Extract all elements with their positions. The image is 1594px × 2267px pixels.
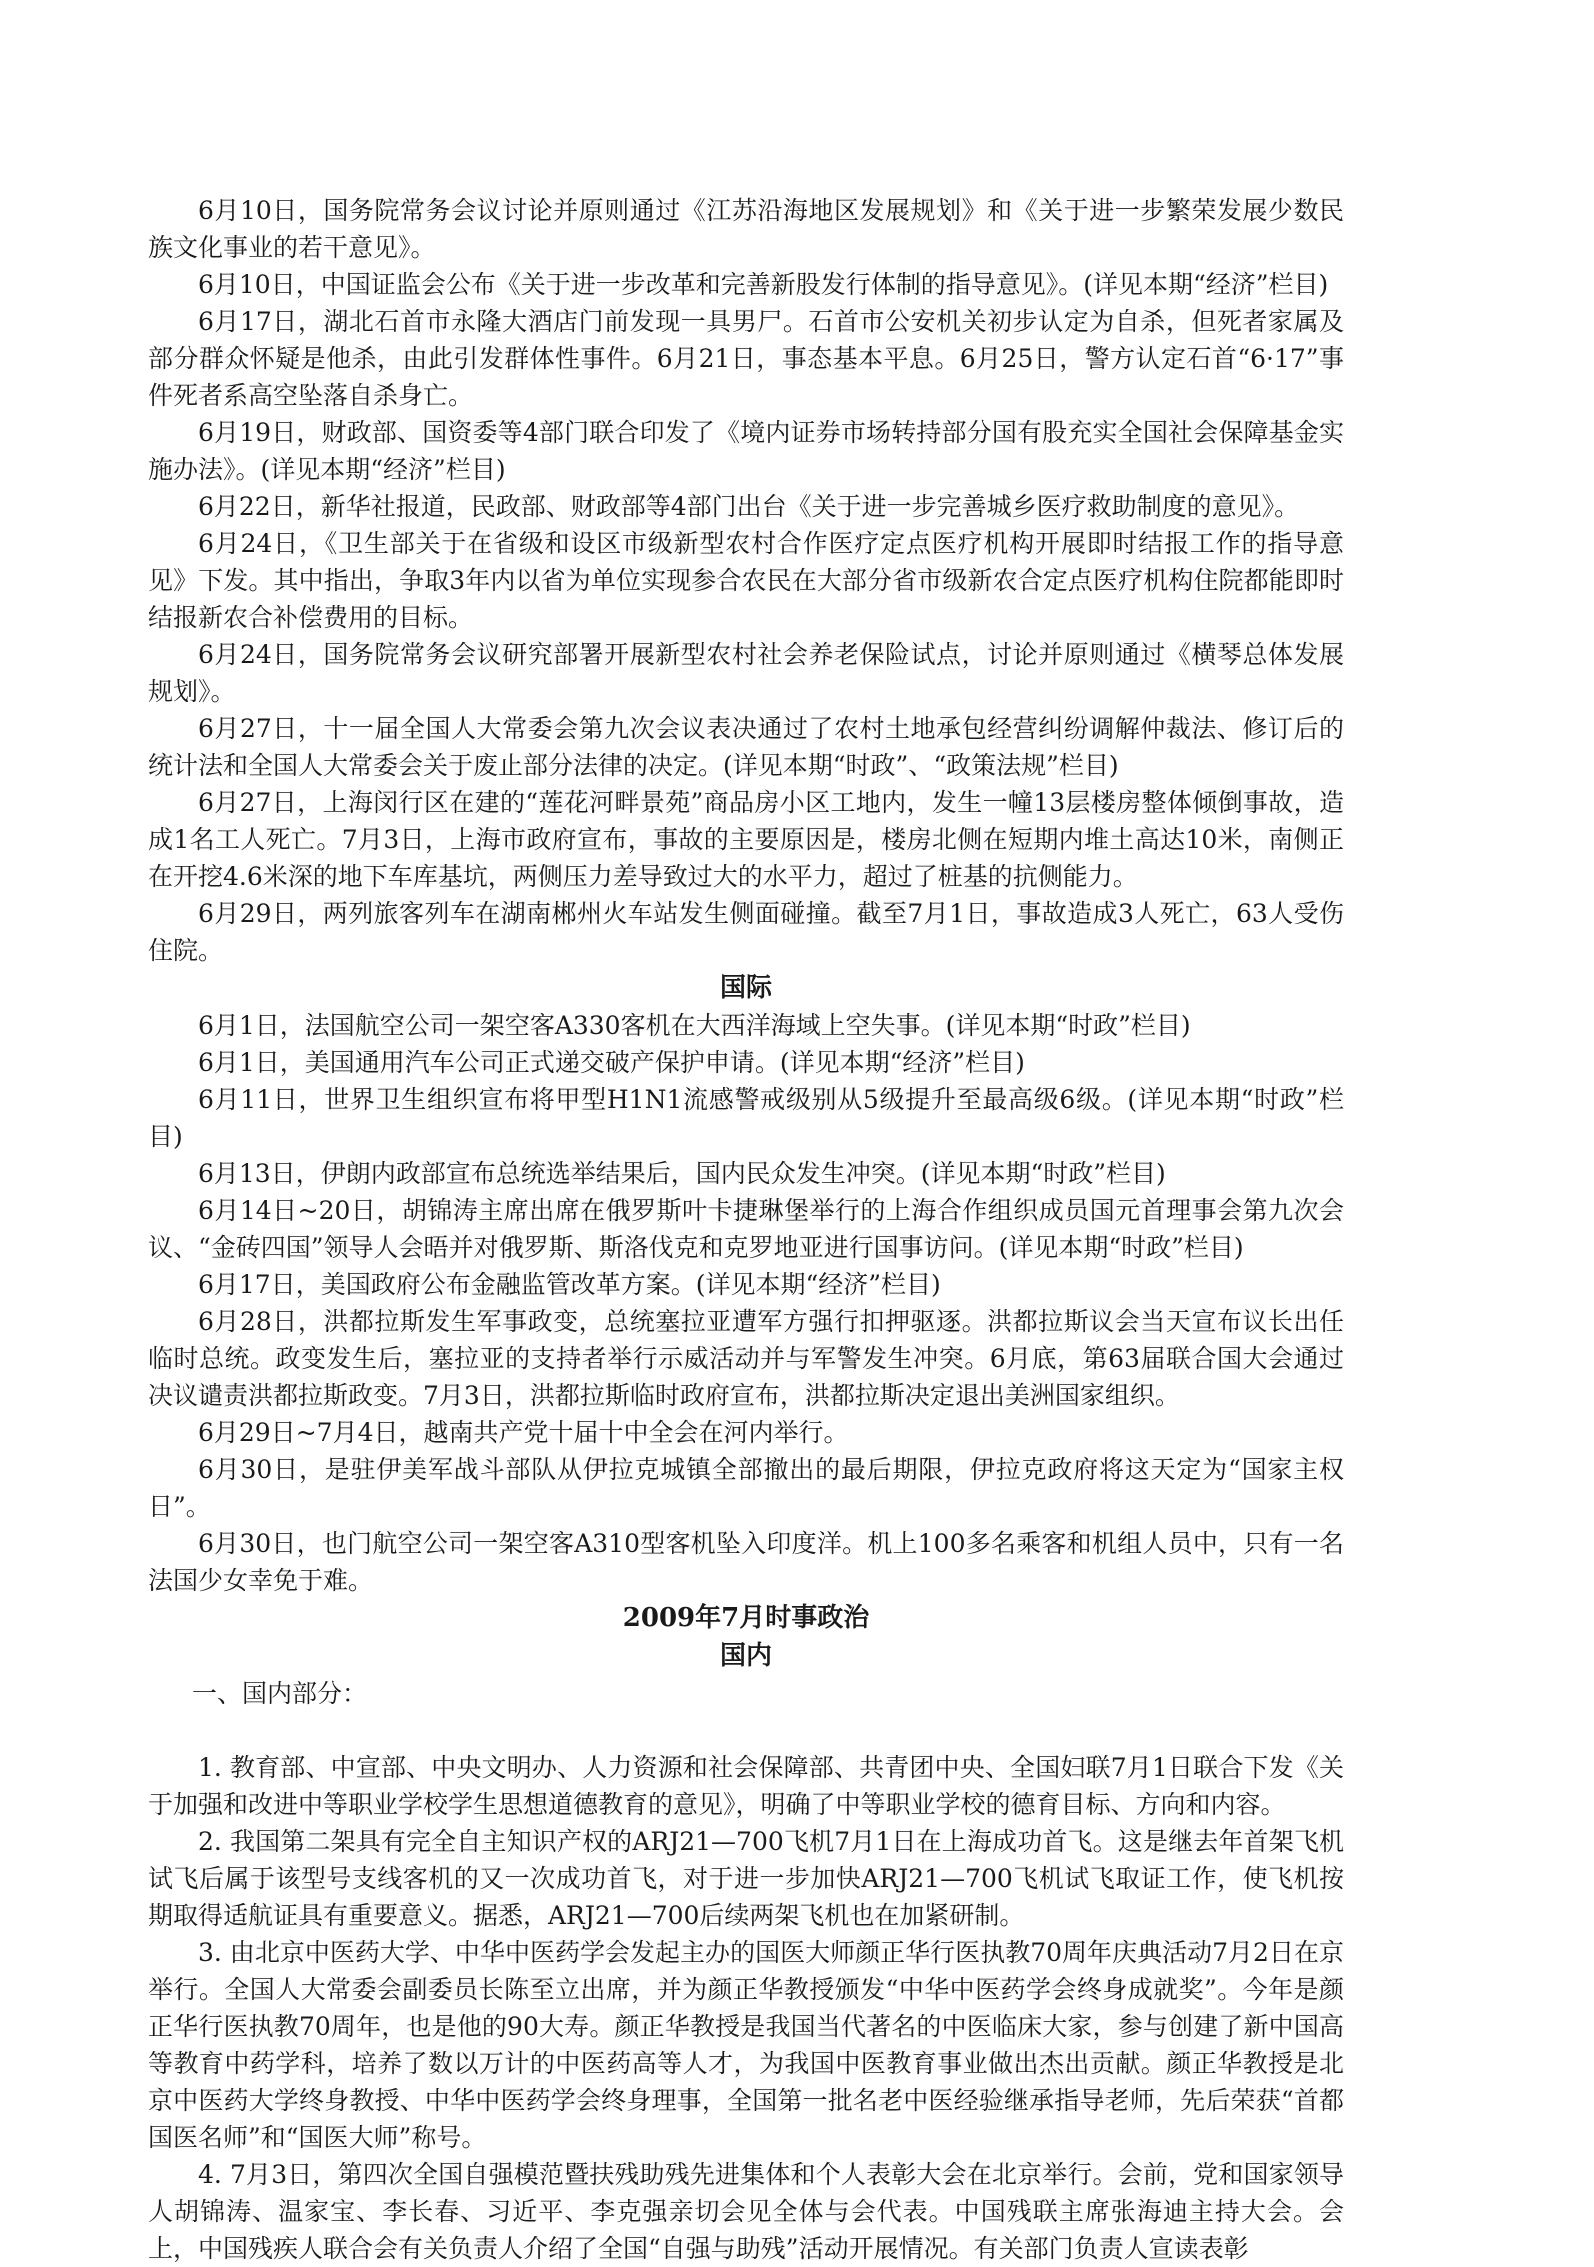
- section-heading-domestic: 国内: [719, 1641, 772, 1671]
- spacer: [148, 1712, 1344, 1749]
- paragraph: 6月28日，洪都拉斯发生军事政变，总统塞拉亚遭军方强行扣押驱逐。洪都拉斯议会当天宣布议长出任临时总统。政变发生后，塞拉亚的支持者举行示威活动并与军警发生冲突。6月底，第63届联合国大会通过决议谴责洪都拉斯政变。7月3日，洪都拉斯临时政府宣布，洪都拉斯决定退出美洲国家组织。: [148, 1307, 1344, 1410]
- paragraph: 4. 7月3日，第四次全国自强模范暨扶残助残先进集体和个人表彰大会在北京举行。会前，党和国家领导人胡锦涛、温家宝、李长春、习近平、李克强亲切会见全体与会代表。中国残联主席张海迪主持大会。会上，中国残疾人联合会有关负责人介绍了全国“自强与助残”活动开展情况。有关部门负责人宣读表彰: [148, 2160, 1344, 2263]
- page-title: 2009年7月时事政治: [622, 1603, 870, 1633]
- paragraph: 6月11日，世界卫生组织宣布将甲型H1N1流感警戒级别从5级提升至最高级6级。(详见本期“时政”栏目): [148, 1085, 1344, 1151]
- paragraph: 6月14日~20日，胡锦涛主席出席在俄罗斯叶卡捷琳堡举行的上海合作组织成员国元首理事会第九次会议、“金砖四国”领导人会晤并对俄罗斯、斯洛伐克和克罗地亚进行国事访问。(详见本期“时政”栏目): [148, 1196, 1344, 1262]
- paragraph: 6月24日，国务院常务会议研究部署开展新型农村社会养老保险试点，讨论并原则通过《横琴总体发展规划》。: [148, 640, 1344, 706]
- paragraph: 6月22日，新华社报道，民政部、财政部等4部门出台《关于进一步完善城乡医疗救助制度的意见》。: [198, 492, 1300, 521]
- paragraph: 6月1日，法国航空公司一架空客A330客机在大西洋海域上空失事。(详见本期“时政”栏目): [198, 1011, 1191, 1040]
- paragraph: 6月30日，是驻伊美军战斗部队从伊拉克城镇全部撤出的最后期限，伊拉克政府将这天定为“国家主权日”。: [148, 1455, 1344, 1521]
- paragraph: 6月27日，十一届全国人大常委会第九次会议表决通过了农村土地承包经营纠纷调解仲裁法、修订后的统计法和全国人大常委会关于废止部分法律的决定。(详见本期“时政”、“政策法规”栏目): [148, 714, 1344, 780]
- document-page: [148, 192, 1344, 2267]
- section-domestic-june: [148, 192, 1344, 969]
- paragraph: 6月27日，上海闵行区在建的“莲花河畔景苑”商品房小区工地内，发生一幢13层楼房整体倾倒事故，造成1名工人死亡。7月3日，上海市政府宣布，事故的主要原因是，楼房北侧在短期内堆土高达10米，南侧正在开挖4.6米深的地下车库基坑，两侧压力差导致过大的水平力，超过了桩基的抗侧能力。: [148, 788, 1344, 891]
- paragraph: 6月13日，伊朗内政部宣布总统选举结果后，国内民众发生冲突。(详见本期“时政”栏目): [198, 1159, 1166, 1188]
- paragraph: 3. 由北京中医药大学、中华中医药学会发起主办的国医大师颜正华行医执教70周年庆典活动7月2日在京举行。全国人大常委会副委员长陈至立出席，并为颜正华教授颁发“中华中医药学会终身成就奖”。今年是颜正华行医执教70周年，也是他的90大寿。颜正华教授是我国当代著名的中医临床大家，参与创建了新中国高等教育中药学科，培养了数以万计的中医药高等人才，为我国中医教育事业做出杰出贡献。颜正华教授是北京中医药大学终身教授、中华中医药学会终身理事，全国第一批名老中医经验继承指导老师，先后荣获“首都国医名师”和“国医大师”称号。: [148, 1938, 1344, 2152]
- paragraph: 6月30日，也门航空公司一架空客A310型客机坠入印度洋。机上100多名乘客和机组人员中，只有一名法国少女幸免于难。: [148, 1529, 1344, 1595]
- paragraph: 6月24日，《卫生部关于在省级和设区市级新型农村合作医疗定点医疗机构开展即时结报工作的指导意见》下发。其中指出，争取3年内以省为单位实现参合农民在大部分省市级新农合定点医疗机构住院都能即时结报新农合补偿费用的目标。: [148, 529, 1344, 632]
- paragraph: 6月29日，两列旅客列车在湖南郴州火车站发生侧面碰撞。截至7月1日，事故造成3人死亡，63人受伤住院。: [148, 899, 1344, 965]
- paragraph: 6月17日，美国政府公布金融监管改革方案。(详见本期“经济”栏目): [198, 1270, 941, 1299]
- paragraph: 6月17日，湖北石首市永隆大酒店门前发现一具男尸。石首市公安机关初步认定为自杀，但死者家属及部分群众怀疑是他杀，由此引发群体性事件。6月21日，事态基本平息。6月25日，警方认定石首“6·17”事件死者系高空坠落自杀身亡。: [148, 307, 1344, 410]
- paragraph: 6月10日，中国证监会公布《关于进一步改革和完善新股发行体制的指导意见》。(详见本期“经济”栏目): [198, 270, 1329, 299]
- section-domestic-july: [148, 1749, 1344, 2267]
- section-label: 一、国内部分：: [192, 1679, 368, 1708]
- section-heading-international: 国际: [719, 973, 772, 1003]
- paragraph: 6月1日，美国通用汽车公司正式递交破产保护申请。(详见本期“经济”栏目): [198, 1048, 1025, 1077]
- paragraph: 1. 教育部、中宣部、中央文明办、人力资源和社会保障部、共青团中央、全国妇联7月1日联合下发《关于加强和改进中等职业学校学生思想道德教育的意见》，明确了中等职业学校的德育目标、方向和内容。: [148, 1753, 1344, 1819]
- paragraph: 2. 我国第二架具有完全自主知识产权的ARJ21—700飞机7月1日在上海成功首飞。这是继去年首架飞机试飞后属于该型号支线客机的又一次成功首飞，对于进一步加快ARJ21—700飞机试飞取证工作，使飞机按期取得适航证具有重要意义。据悉，ARJ21—700后续两架飞机也在加紧研制。: [148, 1827, 1344, 1930]
- paragraph: 6月10日，国务院常务会议讨论并原则通过《江苏沿海地区发展规划》和《关于进一步繁荣发展少数民族文化事业的若干意见》。: [148, 196, 1344, 262]
- paragraph: 6月29日~7月4日，越南共产党十届十中全会在河内举行。: [198, 1418, 849, 1447]
- section-international-june: [148, 1007, 1344, 1599]
- paragraph: 6月19日，财政部、国资委等4部门联合印发了《境内证券市场转持部分国有股充实全国社会保障基金实施办法》。(详见本期“经济”栏目): [148, 418, 1344, 484]
